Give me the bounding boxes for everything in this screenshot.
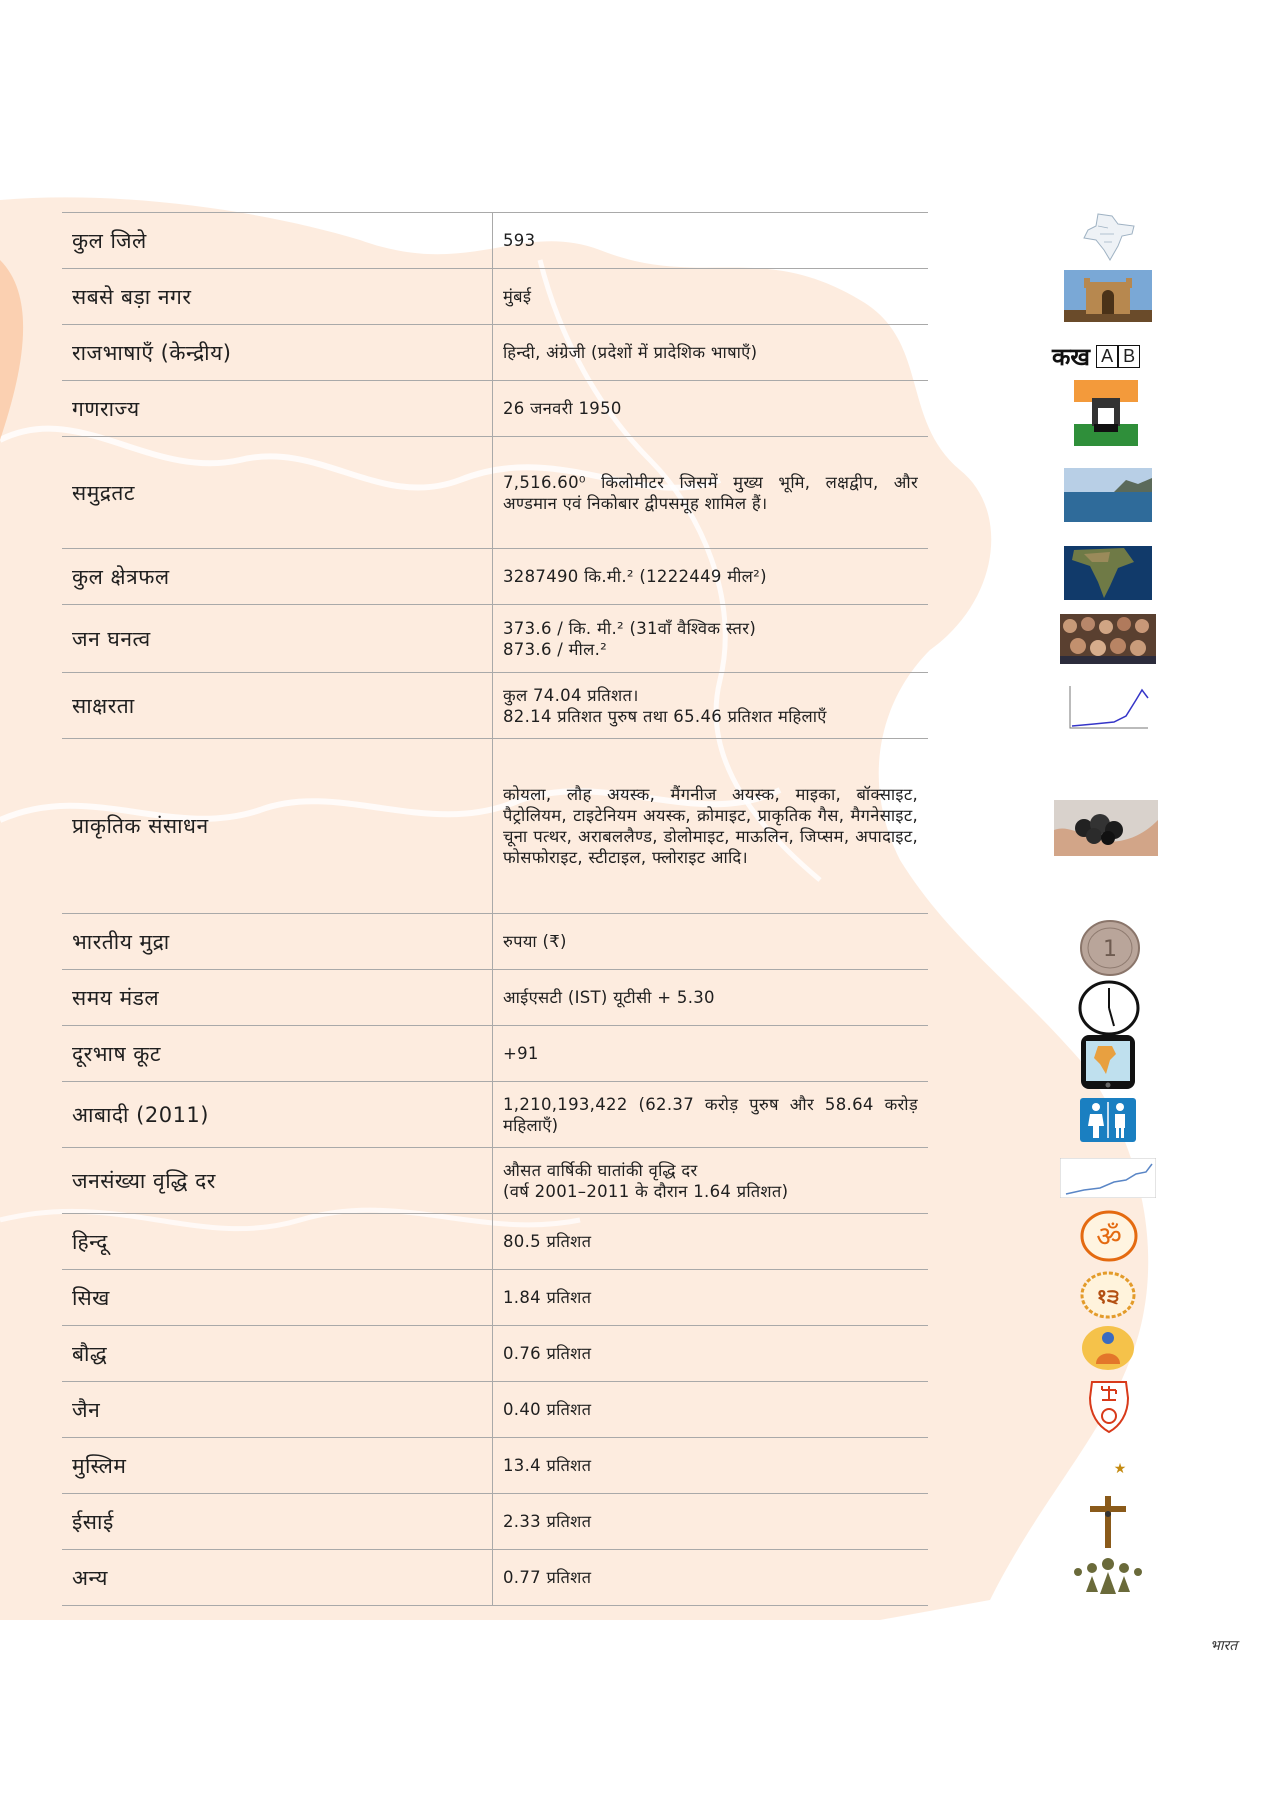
table-row	[62, 325, 928, 381]
table-row	[62, 605, 928, 673]
table-row	[62, 549, 928, 605]
table-row	[62, 1438, 928, 1494]
row-label: सिख	[62, 1270, 493, 1326]
value-line: 82.14 प्रतिशत पुरुष तथा 65.46 प्रतिशत महिलाएँ	[503, 706, 827, 726]
row-label: कुल जिले	[62, 213, 493, 269]
others-icon	[1072, 1556, 1144, 1596]
row-label: हिन्दू	[62, 1214, 493, 1270]
devanagari-letters: कख	[1052, 343, 1091, 371]
table-row	[62, 1382, 928, 1438]
row-label: अन्य	[62, 1550, 493, 1606]
republic-day-icon	[1074, 380, 1138, 446]
population-icon	[1080, 1098, 1136, 1142]
table-row	[62, 1148, 928, 1214]
row-value: 13.4 प्रतिशत	[493, 1438, 929, 1494]
satellite-map-icon	[1064, 546, 1152, 600]
row-value: 80.5 प्रतिशत	[493, 1214, 929, 1270]
table-row	[62, 1270, 928, 1326]
row-value: +91	[493, 1026, 929, 1082]
row-value: 0.76 प्रतिशत	[493, 1326, 929, 1382]
row-value: 593	[493, 213, 929, 269]
gateway-of-india-icon	[1064, 270, 1152, 322]
row-value: 3287490 कि.मी.² (1222449 मील²)	[493, 549, 929, 605]
table-row	[62, 970, 928, 1026]
row-label: भारतीय मुद्रा	[62, 914, 493, 970]
row-value: 0.77 प्रतिशत	[493, 1550, 929, 1606]
table-row	[62, 1326, 928, 1382]
row-value: हिन्दी, अंग्रेजी (प्रदेशों में प्रादेशिक भाषाएँ)	[493, 325, 929, 381]
cross-icon	[1086, 1494, 1130, 1550]
row-value	[493, 673, 929, 739]
ik-onkar-icon	[1078, 1270, 1138, 1320]
table-row	[62, 914, 928, 970]
facts-table	[62, 212, 928, 1606]
row-label: समुद्रतट	[62, 437, 493, 549]
value-line: 373.6 / कि. मी.² (31वाँ वैश्विक स्तर)	[503, 618, 757, 638]
table-row	[62, 437, 928, 549]
rupee-coin-icon	[1080, 920, 1140, 976]
row-label: बौद्ध	[62, 1326, 493, 1382]
row-label: सबसे बड़ा नगर	[62, 269, 493, 325]
row-value: कोयला, लौह अयस्क, मैंगनीज अयस्क, माइका, बॉक्साइट, पैट्रोलियम, टाइटेनियम अयस्क, क्रोमाइट, प्राकृतिक गैस, मैगनेसाइट, चूना पत्थर, अराबललैण्ड, डोलोमाइट, माऊलिन, जिप्सम, अपादाइट, फोसफोराइट, स्टीटाइल, फ्लोराइट आदि।	[493, 739, 929, 914]
svg-text:१੩: १੩	[1096, 1284, 1120, 1308]
row-label: जैन	[62, 1382, 493, 1438]
value-line: कुल 74.04 प्रतिशत।	[503, 685, 639, 705]
jain-symbol-icon	[1082, 1378, 1136, 1434]
value-line: 873.6 / मील.²	[503, 639, 608, 659]
row-label: गणराज्य	[62, 381, 493, 437]
row-value: 26 जनवरी 1950	[493, 381, 929, 437]
crescent-star-icon	[1080, 1440, 1138, 1492]
value-line: (वर्ष 2001–2011 के दौरान 1.64 प्रतिशत)	[503, 1181, 789, 1201]
latin-letter-b: B	[1118, 345, 1140, 368]
row-value: 1,210,193,422 (62.37 करोड़ पुरुष और 58.64 करोड़ महिलाएँ)	[493, 1082, 929, 1148]
table-row	[62, 1550, 928, 1606]
india-map-icon	[1078, 212, 1140, 262]
row-label: मुस्लिम	[62, 1438, 493, 1494]
page-footer: भारत	[1210, 1638, 1238, 1654]
row-value: 1.84 प्रतिशत	[493, 1270, 929, 1326]
table-row	[62, 673, 928, 739]
row-label: समय मंडल	[62, 970, 493, 1026]
table-row	[62, 739, 928, 914]
row-label: जन घनत्व	[62, 605, 493, 673]
row-label: जनसंख्या वृद्धि दर	[62, 1148, 493, 1214]
row-label: साक्षरता	[62, 673, 493, 739]
om-icon	[1080, 1210, 1138, 1262]
row-value: 0.40 प्रतिशत	[493, 1382, 929, 1438]
row-label: कुल क्षेत्रफल	[62, 549, 493, 605]
svg-text:ॐ: ॐ	[1096, 1220, 1122, 1253]
svg-text:1: 1	[1103, 937, 1117, 962]
row-value	[493, 605, 929, 673]
coastline-icon	[1064, 468, 1152, 522]
literacy-chart-icon	[1064, 682, 1152, 734]
row-value: रुपया (₹)	[493, 914, 929, 970]
growth-chart-icon	[1060, 1158, 1156, 1198]
alphabet-icon	[1052, 340, 1140, 373]
row-value: आईएसटी (IST) यूटीसी + 5.30	[493, 970, 929, 1026]
buddha-icon	[1080, 1324, 1136, 1372]
row-label: राजभाषाएँ (केन्द्रीय)	[62, 325, 493, 381]
table-row	[62, 1026, 928, 1082]
row-value: 2.33 प्रतिशत	[493, 1494, 929, 1550]
clock-icon	[1078, 980, 1140, 1036]
row-label: प्राकृतिक संसाधन	[62, 739, 493, 914]
table-row	[62, 1082, 928, 1148]
row-label: आबादी (2011)	[62, 1082, 493, 1148]
crowd-icon	[1060, 614, 1156, 664]
svg-text:★: ★	[1113, 1461, 1127, 1477]
row-value	[493, 1148, 929, 1214]
row-label: ईसाई	[62, 1494, 493, 1550]
table-row	[62, 269, 928, 325]
table-row	[62, 1214, 928, 1270]
coal-icon	[1054, 800, 1158, 856]
table-row	[62, 1494, 928, 1550]
table-row	[62, 213, 928, 269]
row-label: दूरभाष कूट	[62, 1026, 493, 1082]
table-row	[62, 381, 928, 437]
row-value: 7,516.60⁰ किलोमीटर जिसमें मुख्य भूमि, लक्षद्वीप, और अण्डमान एवं निकोबार द्वीपसमूह शामिल हैं।	[493, 437, 929, 549]
phone-icon	[1080, 1034, 1136, 1090]
row-value: मुंबई	[493, 269, 929, 325]
value-line: औसत वार्षिकी घातांकी वृद्धि दर	[503, 1160, 698, 1180]
latin-letter-a: A	[1096, 345, 1118, 368]
